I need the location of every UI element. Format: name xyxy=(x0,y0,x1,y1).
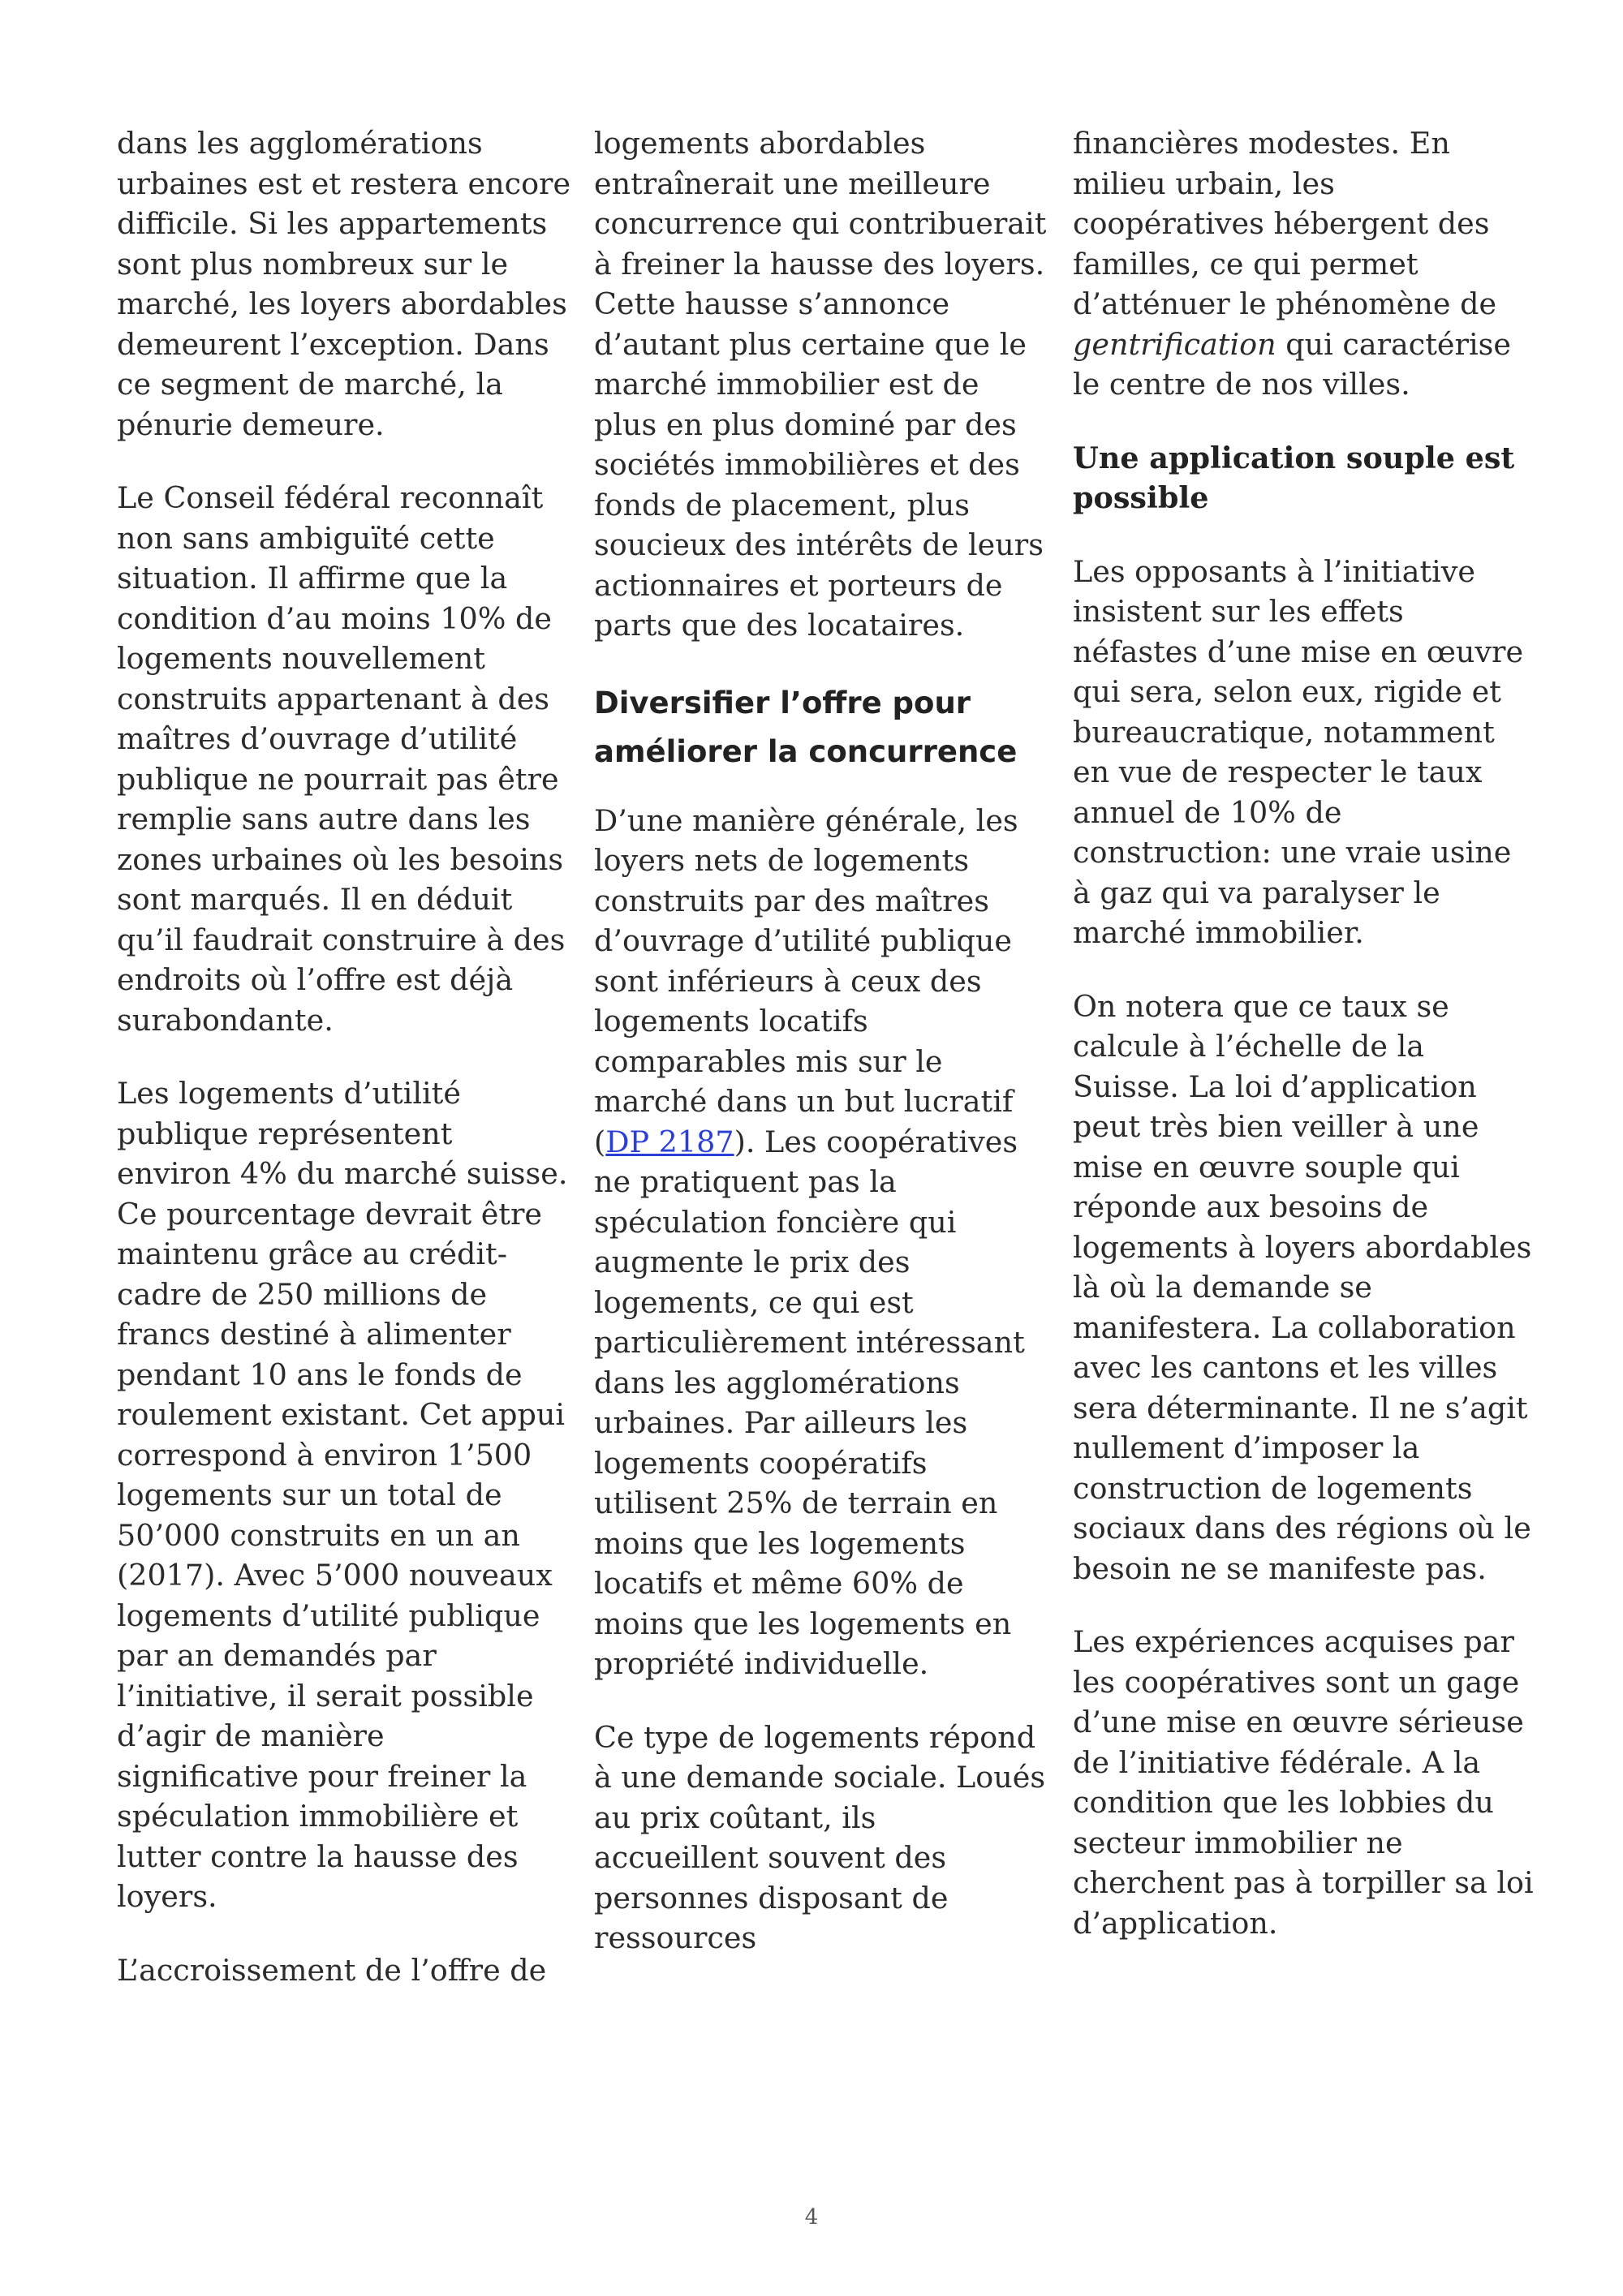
dp-2187-link[interactable]: DP 2187 xyxy=(605,1124,734,1159)
paragraph: logements abordables entraînerait une meilleure concurrence qui contribuerait à freiner la hausse des loyers. Cette hausse s’annonce d’autant plus certaine que le marché immobilier est de plus en plus dominé par des sociétés immobilières et des fonds de placement, plus soucieux des intérêts de leurs actionnaires et porteurs de parts que des locataires. xyxy=(594,126,1047,643)
emphasis-gentrification: gentrification xyxy=(1073,326,1276,362)
paragraph: Le Conseil fédéral reconnaît non sans ambiguïté cette situation. Il affirme que la condition d’au moins 10% de logements nouvellement construits appartenant à des maîtres d’ouvrage d’utilité publique ne pourrait pas être remplie sans autre dans les zones urbaines où les besoins sont marqués. Il en déduit qu’il faudrait construire à des endroits où l’offre est déjà surabondante. xyxy=(117,480,566,1038)
paragraph-text: qui caractérise le centre de nos villes. xyxy=(1073,326,1511,402)
section-heading-application: Une application souple est possible xyxy=(1073,440,1515,515)
text-column-1 xyxy=(117,123,571,1990)
paragraph: On notera que ce taux se calcule à l’échelle de la Suisse. La loi d’application peut très bien veiller à une mise en œuvre souple qui réponde aux besoins de logements à loyers abordables là où la demande se manifestera. La collaboration avec les cantons et les villes sera déterminante. Il ne s’agit nullement d’imposer la construction de logements sociaux dans des régions où le besoin ne se manifeste pas. xyxy=(1073,988,1532,1586)
paragraph: L’accroissement de l’offre de xyxy=(117,1952,547,1988)
paragraph: dans les agglomérations urbaines est et restera encore difficile. Si les appartements sont plus nombreux sur le marché, les loyers abordables demeurent l’exception. Dans ce segment de marché, la pénurie demeure. xyxy=(117,126,571,442)
page-number: 4 xyxy=(804,2205,819,2229)
paragraph xyxy=(1073,123,1535,405)
paragraph: Les logements d’utilité publique représentent environ 4% du marché suisse. Ce pourcentage devrait être maintenu grâce au crédit-cadre de 250 millions de francs destiné à alimenter pendant 10 ans le fonds de roulement existant. Cet appui correspond à environ 1’500 logements sur un total de 50’000 construits en un an (2017). Avec 5’000 nouveaux logements d’utilité publique par an demandés par l’initiative, il serait possible d’agir de manière significative pour freiner la spéculation immobilière et lutter contre la hausse des loyers. xyxy=(117,1076,568,1914)
section-heading-diversifier: Diversifier l’offre pour améliorer la concurrence xyxy=(594,685,1018,769)
paragraph-text: ). Les coopératives ne pratiquent pas la spéculation foncière qui augmente le prix des logements, ce qui est particulièrement intéressant dans les agglomérations urbaines. Par ailleurs les logements coopératifs utilisent 25% de terrain en moins que les logements locatifs et même 60% de moins que les logements en propriété individuelle. xyxy=(594,1124,1025,1681)
paragraph-text: D’une manière générale, les loyers nets de logements construits par des maîtres d’ouvrage d’utilité publique sont inférieurs à ceux des logements locatifs comparables mis sur le marché dans un but lucratif ( xyxy=(594,802,1018,1159)
paragraph-text: financières modestes. En milieu urbain, les coopératives hébergent des familles, ce qui permet d’atténuer le phénomène de xyxy=(1073,126,1497,321)
paragraph: Les opposants à l’initiative insistent sur les effets néfastes d’une mise en œuvre qui sera, selon eux, rigide et bureaucratique, notamment en vue de respecter le taux annuel de 10% de construction: une vraie usine à gaz qui va paralyser le marché immobilier. xyxy=(1073,553,1524,950)
paragraph: Ce type de logements répond à une demande sociale. Loués au prix coûtant, ils accueillent souvent des personnes disposant de ressources xyxy=(594,1719,1046,1955)
paragraph: Les expériences acquises par les coopératives sont un gage d’une mise en œuvre sérieuse de l’initiative fédérale. A la condition que les lobbies du secteur immobilier ne cherchent pas à torpiller sa loi d’application. xyxy=(1073,1624,1534,1941)
paragraph xyxy=(594,801,1048,1684)
text-column-3 xyxy=(1073,123,1535,1943)
text-column-2 xyxy=(594,123,1048,1958)
